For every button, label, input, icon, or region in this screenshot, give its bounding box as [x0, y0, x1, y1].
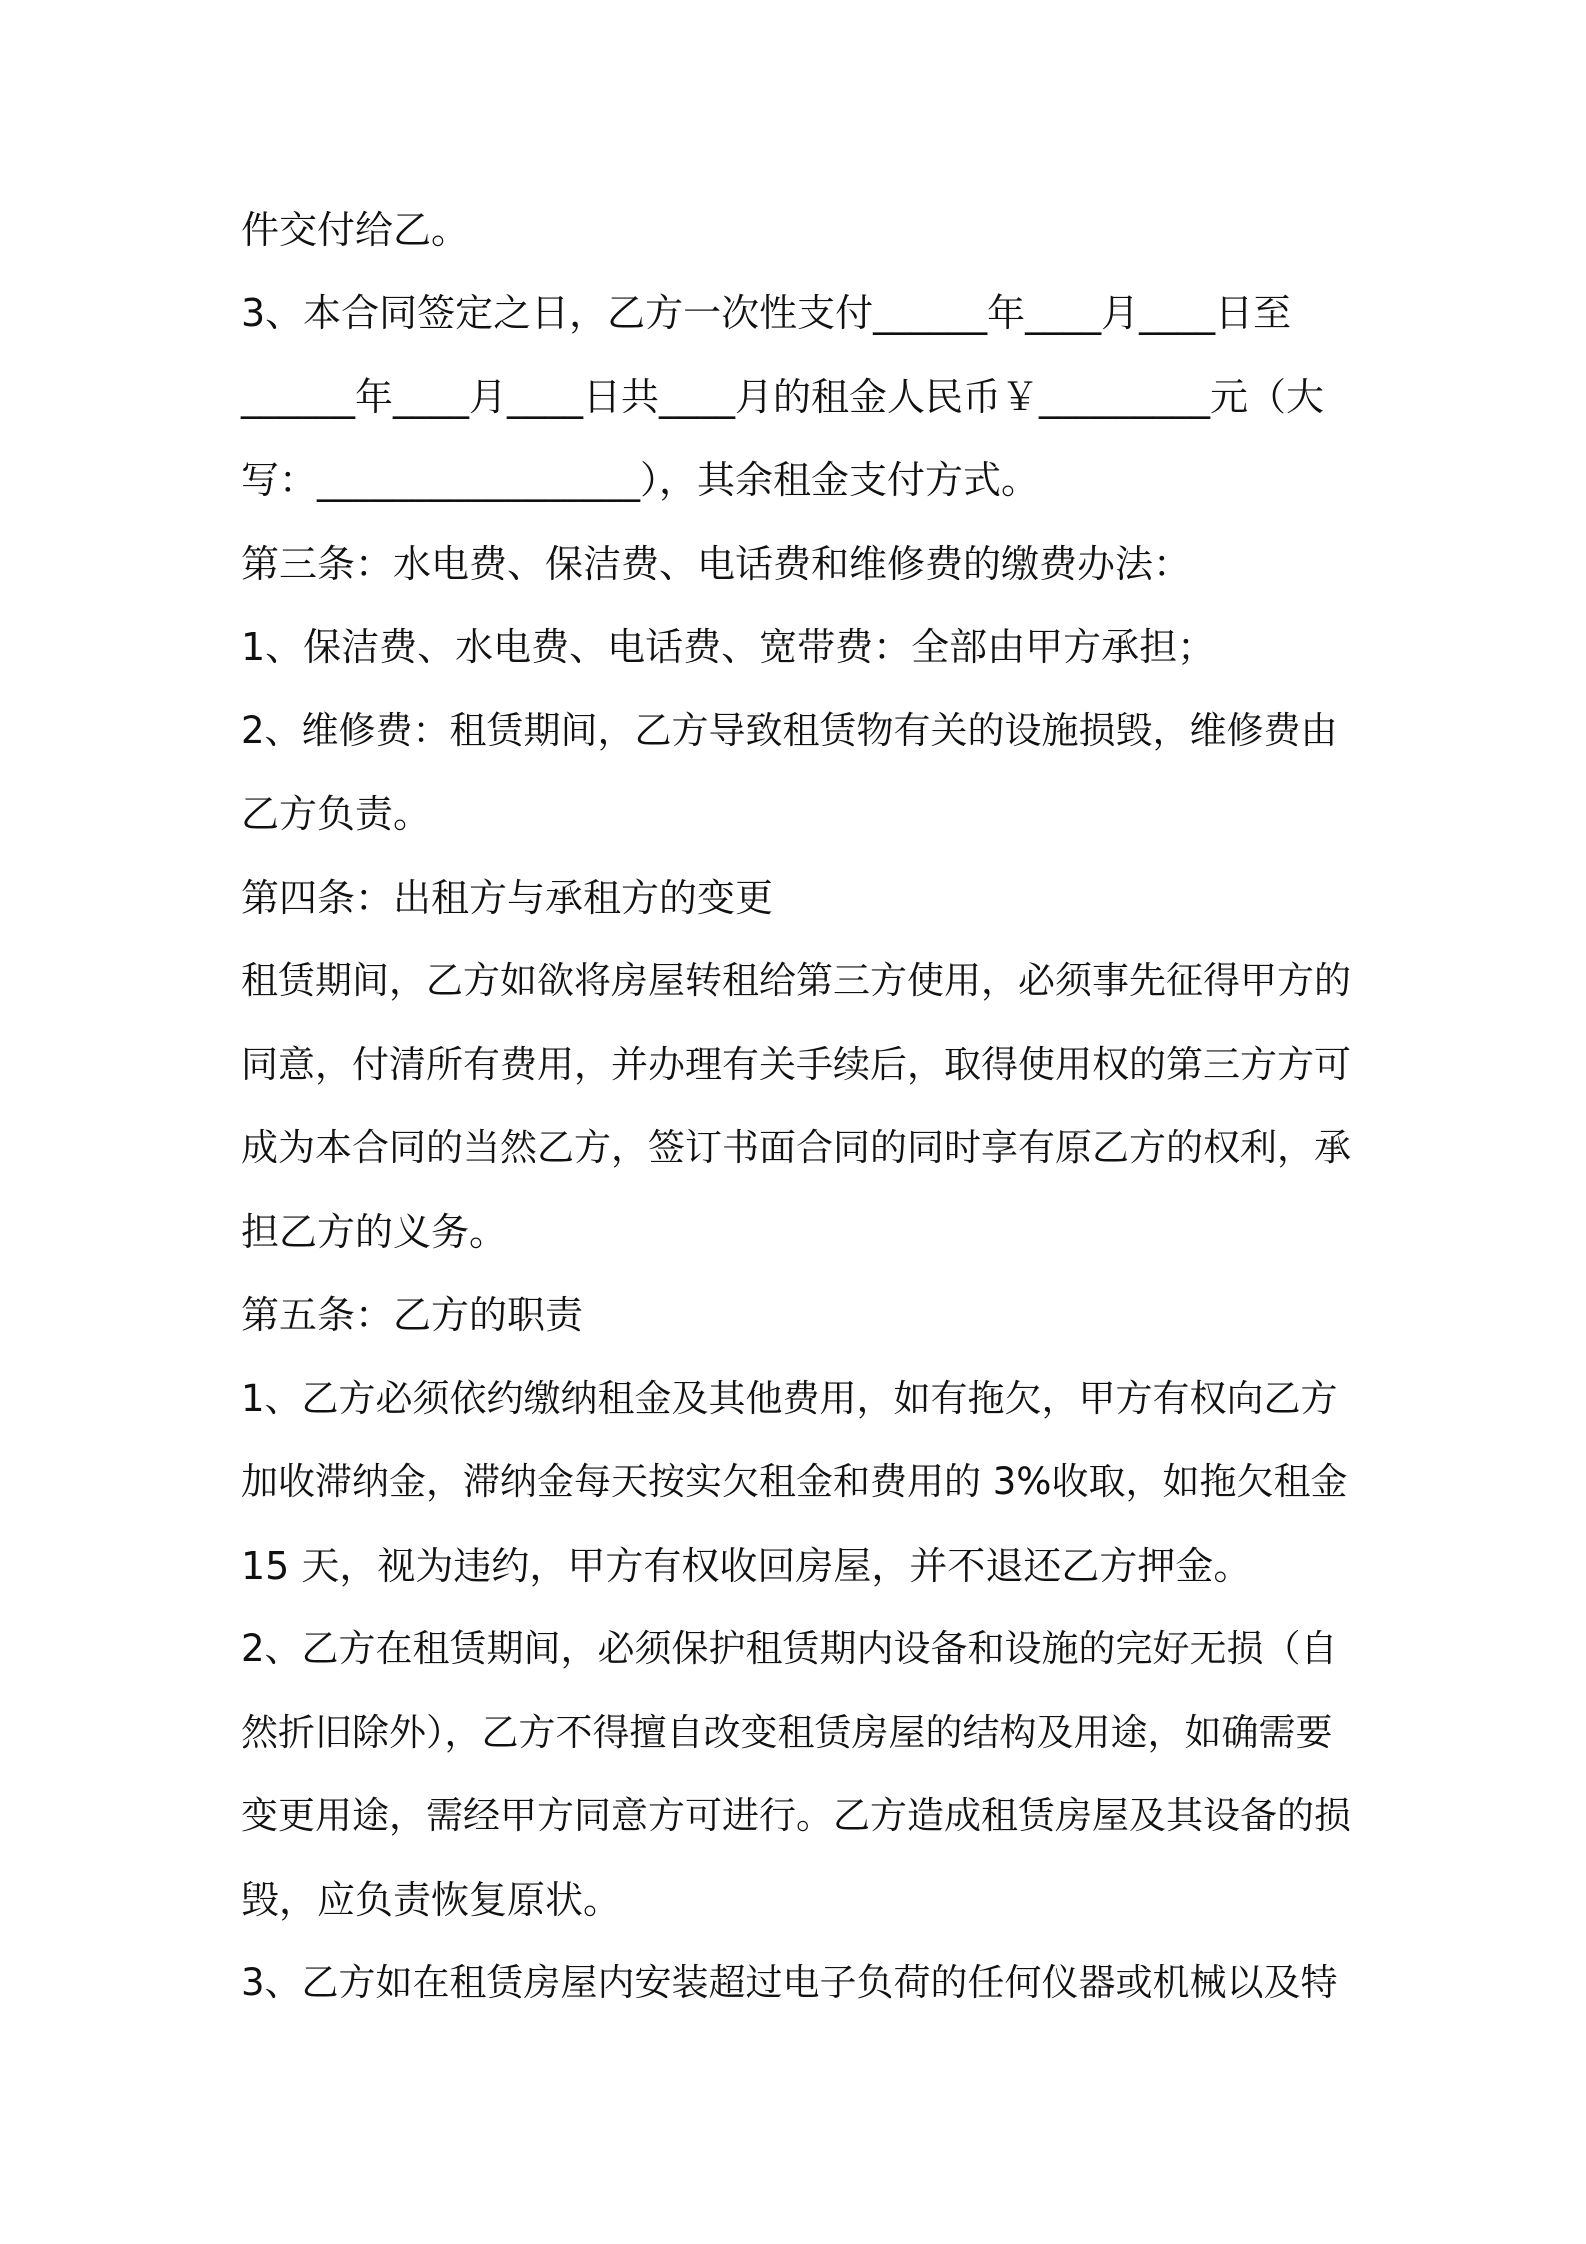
text-line: 件交付给乙。 — [241, 208, 470, 252]
text-line: 乙方负责。 — [241, 792, 432, 836]
text-line: 写：_________________），其余租金支付方式。 — [241, 458, 1040, 502]
text-line: 然折旧除外），乙方不得擅自改变租赁房屋的结构及用途，如确需要 — [241, 1711, 1333, 1754]
section-heading: 第五条：乙方的职责 — [241, 1293, 584, 1337]
text-line: 3、本合同签定之日，乙方一次性支付______年____月____日至 — [241, 291, 1292, 335]
text-line: 成为本合同的当然乙方，签订书面合同的同时享有原乙方的权利，承 — [241, 1126, 1351, 1169]
text-line: ______年____月____日共____月的租金人民币￥_________元（大 — [241, 375, 1325, 419]
text-line: 租赁期间，乙方如欲将房屋转租给第三方使用，必须事先征得甲方的 — [241, 959, 1351, 1002]
section-heading: 第四条：出租方与承租方的变更 — [241, 876, 774, 920]
text-line: 毁，应负责恢复原状。 — [241, 1878, 622, 1922]
text-line: 2、维修费：租赁期间，乙方导致租赁物有关的设施损毁，维修费由 — [241, 709, 1338, 752]
text-line: 1、乙方必须依约缴纳租金及其他费用，如有拖欠，甲方有权向乙方 — [241, 1377, 1338, 1420]
text-line: 同意，付清所有费用，并办理有关手续后，取得使用权的第三方方可 — [241, 1043, 1351, 1086]
text-line: 变更用途，需经甲方同意方可进行。乙方造成租赁房屋及其设备的损 — [241, 1794, 1351, 1837]
text-line: 3、乙方如在租赁房屋内安装超过电子负荷的任何仪器或机械以及特 — [241, 1961, 1338, 2004]
text-line: 加收滞纳金，滞纳金每天按实欠租金和费用的 3%收取，如拖欠租金 — [241, 1460, 1348, 1503]
text-line: 1、保洁费、水电费、电话费、宽带费：全部由甲方承担； — [241, 625, 1216, 669]
text-line: 2、乙方在租赁期间，必须保护租赁期内设备和设施的完好无损（自 — [241, 1627, 1338, 1670]
text-line: 15 天，视为违约，甲方有权收回房屋，并不退还乙方押金。 — [241, 1544, 1252, 1588]
section-heading: 第三条：水电费、保洁费、电话费和维修费的缴费办法： — [241, 542, 1192, 586]
text-line: 担乙方的义务。 — [241, 1210, 508, 1254]
